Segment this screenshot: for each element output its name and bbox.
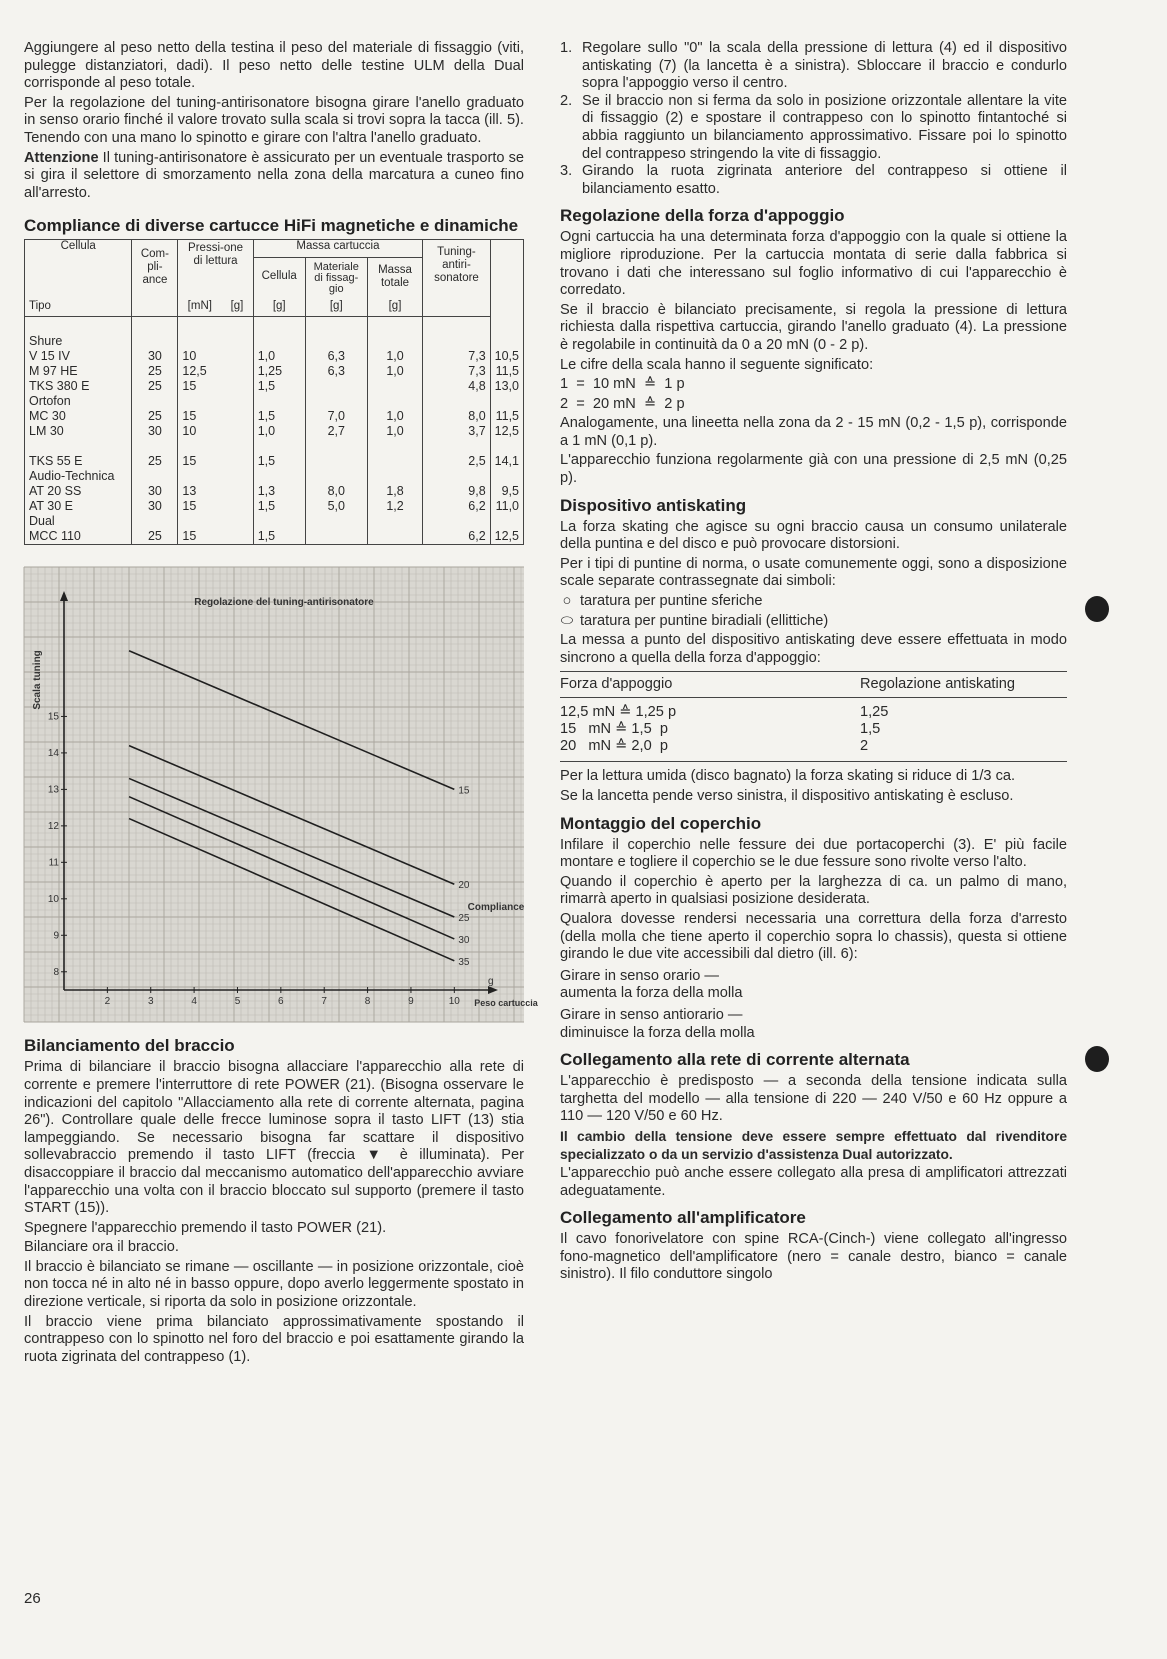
col-compliance: [132, 240, 178, 317]
table-cell: [178, 317, 253, 350]
table-cell: [490, 394, 523, 409]
force-paragraph-3: Le cifre della scala hanno il seguente significato:: [560, 356, 874, 373]
table-cell: [423, 439, 490, 454]
table-cell: 9,8: [423, 484, 490, 499]
table-cell: Ortofon: [25, 394, 132, 409]
cover-paragraph-3: Qualora dovesse rendersi necessaria una correttura della forza d'arresto (della molla che tiene aperto il coperchio sopra lo chassis), questa si ottiene girando le due vite accessibili dal dietro (ill. 6):: [560, 910, 1067, 963]
y-tick-label: 9: [53, 930, 59, 942]
table-cell: Audio-Technica: [25, 469, 132, 484]
skate-paragraph-3: La messa a punto del dispositivo antiskating deve essere effettuata in modo sincrono a quella della forza d'appoggio:: [560, 632, 1067, 666]
table-cell: [367, 394, 422, 409]
header-massa-cellula: Cellula: [261, 269, 297, 282]
table-cell: [132, 394, 178, 409]
table-cell: 10: [178, 349, 253, 364]
step-number: 1.: [560, 40, 573, 56]
force-equation-2: 2 = 20 mN ≙ 2 p: [560, 395, 685, 412]
table-cell: V 15 IV: [25, 349, 132, 364]
legend-title: Compliance: [467, 902, 525, 914]
col-massa-cellula: [253, 257, 305, 317]
table-cell: [305, 514, 367, 529]
table-cell: [490, 439, 523, 454]
table-cell: [132, 317, 178, 350]
table-cell: [367, 379, 422, 394]
table-cell: [253, 514, 305, 529]
x-axis-unit: g: [488, 976, 494, 988]
table-row: [25, 469, 524, 484]
x-tick-label: 4: [191, 996, 197, 1008]
table-cell: TKS 55 E: [25, 454, 132, 469]
balance-paragraph-1: Prima di bilanciare il braccio bisogna allacciare l'apparecchio alla rete di corrente e premere l'interruttore di rete POWER (21). (Bisogna osservare le indicazioni del capitolo "Allacciamento alla rete di corrente alternata, pagina 26"). Controllare quale delle frecce luminose sopra il tasto LIFT (13) stia lampeggiando. Se necessario bisogna far scattare il dispositivo sollevabraccio premendo il tasto LIFT (freccia ▼ è illuminata). Per disaccoppiare il braccio dal meccanismo automatico dell'apparecchio avviare l'apparecchio una volta con il braccio bloccato sul supporto (premere il tasto START (15)).: [24, 1059, 524, 1217]
header-massa-totale: Massa totale: [378, 263, 412, 289]
table-cell: 30: [132, 424, 178, 439]
table-cell: MC 30: [25, 409, 132, 424]
table-cell: 1,5: [253, 379, 305, 394]
force-heading: Regolazione della forza d'appoggio: [560, 206, 845, 226]
table-cell: [305, 439, 367, 454]
table-row: [25, 499, 524, 514]
force-paragraph-5: L'apparecchio funziona regolarmente già con una pressione di 2,5 mN (0,25 p).: [560, 452, 1067, 487]
table-cell: 1,0: [367, 409, 422, 424]
y-tick-label: 14: [47, 748, 59, 760]
cover-clockwise-effect: aumenta la forza della molla: [560, 985, 743, 1002]
force-paragraph-2: Se il braccio è bilanciato precisamente, si regola la pressione di lettura richiesta dalla rispettiva cartuccia, girando l'anello graduato (4). La pressione è regolabile in continuità da 0 a 20 mN (0 - 2 p).: [560, 301, 1067, 353]
table-cell: 15: [178, 499, 253, 514]
header-cellula: Cellula: [60, 240, 96, 253]
x-axis-label: Peso cartuccia: [474, 998, 538, 1009]
table-cell: [490, 469, 523, 484]
x-tick-label: 3: [147, 996, 154, 1008]
x-tick-label: 9: [408, 996, 414, 1008]
amp-paragraph-1: Il cavo fonorivelatore con spine RCA-(Cinch-) viene collegato all'ingresso fono-magnetico dell'amplificatore (nero = canale destro, bianco = canale sinistro). Il filo conduttore singolo: [560, 1231, 1067, 1283]
page-number: 26: [24, 1590, 41, 1607]
right-column: [560, 40, 1067, 1286]
table-cell: 8,0: [423, 409, 490, 424]
table-cell: [25, 439, 132, 454]
table-cell: 8,0: [305, 484, 367, 499]
table-cell: 10,5: [490, 349, 523, 364]
power-heading: Collegamento alla rete di corrente alternata: [560, 1050, 910, 1070]
table-cell: 30: [132, 349, 178, 364]
table-row: [25, 379, 524, 394]
y-tick-label: 12: [47, 821, 59, 833]
col-massa-totale: [367, 257, 422, 317]
amp-heading: Collegamento all'amplificatore: [560, 1208, 806, 1228]
table-cell: [253, 317, 305, 350]
cover-counterclockwise: [560, 1007, 1067, 1042]
table-cell: [423, 394, 490, 409]
table-row: [25, 454, 524, 469]
tuning-chart-svg: [24, 567, 538, 1022]
table-cell: [132, 469, 178, 484]
table-cell: 2,5: [423, 454, 490, 469]
cover-clockwise: [560, 968, 1067, 1003]
table-cell: 1,25: [253, 364, 305, 379]
y-tick-label: 13: [47, 784, 59, 796]
table-cell: 11,5: [490, 409, 523, 424]
step-number: 2.: [560, 92, 573, 109]
table-row: [25, 317, 524, 350]
table-cell: 2,7: [305, 424, 367, 439]
table-cell: LM 30: [25, 424, 132, 439]
table-cell: [490, 317, 523, 350]
table-cell: 7,0: [305, 409, 367, 424]
table-row: [25, 349, 524, 364]
step-number: 3.: [560, 163, 573, 180]
table-cell: [305, 394, 367, 409]
y-tick-label: 15: [47, 711, 59, 723]
skate-option-elliptical: [560, 613, 1067, 631]
antiskating-table-body: [560, 698, 1067, 762]
skate-option-1-label: taratura per puntine sferiche: [580, 593, 763, 610]
table-cell: [367, 529, 422, 545]
y-axis-label: Scala tuning: [32, 650, 43, 711]
series-label-35: 35: [458, 957, 470, 969]
chart-background: [24, 567, 524, 1022]
table-cell: 1,5: [253, 499, 305, 514]
compliance-heading: Compliance di diverse cartucce HiFi magnetiche e dinamiche: [24, 216, 519, 236]
table-cell: [253, 469, 305, 484]
col-cellula: [25, 240, 132, 317]
series-label-15: 15: [458, 785, 470, 797]
header-tuning: Tuning-antiri-sonatore: [434, 246, 479, 285]
chart-title: Regolazione del tuning-antirisonatore: [194, 597, 374, 609]
table-cell: 10: [178, 424, 253, 439]
table-cell: 1,5: [860, 721, 881, 738]
force-paragraph-4: Analogamente, una lineetta nella zona da 2 - 15 mN (0,2 - 1,5 p), corrisponde a 1 mN (0,1 p).: [560, 415, 1067, 449]
table-cell: 1,5: [253, 454, 305, 469]
attention-label: Attenzione: [24, 149, 99, 166]
col-massa-materiale: [305, 257, 367, 317]
table-cell: 7,3: [423, 364, 490, 379]
step-text: Se il braccio non si ferma da solo in posizione orizzontale allentare la vite di fissaggio (2) e spostare il contrappeso con lo spinotto fintantoché si abbia raggiunto un bilanciamento approssimativo. Fissare poi lo spinotto del contrappeso stringendo la vite di fissaggio.: [582, 92, 1067, 162]
force-equation-1: 1 = 10 mN ≙ 1 p: [560, 376, 685, 393]
table-cell: AT 30 E: [25, 499, 132, 514]
table-cell: [305, 529, 367, 545]
table-cell: [367, 454, 422, 469]
cover-paragraph-2: Quando il coperchio è aperto per la larghezza di ca. un palmo di mano, rimarrà aperto in qualsiasi posizione desiderata.: [560, 873, 1067, 908]
skate-paragraph-2: Per i tipi di puntine di norma, o usate comunemente oggi, sono a disposizione scale separate contrassegnate dai simboli:: [560, 555, 1067, 590]
table-cell: 6,3: [305, 349, 367, 364]
table-cell: 13: [178, 484, 253, 499]
col-pressione: [178, 240, 253, 317]
unit-g-totale: [g]: [388, 300, 402, 313]
table-cell: 12,5: [178, 364, 253, 379]
header-pressione: Pressi-one di lettura: [188, 242, 244, 268]
table-cell: 15: [178, 454, 253, 469]
table-cell: [423, 514, 490, 529]
skate-paragraph-1: La forza skating che agisce su ogni braccio causa un consumo unilaterale della puntina e del disco e può provocare distorsioni.: [560, 518, 1067, 553]
skate-paragraph-5: Se la lancetta pende verso sinistra, il dispositivo antiskating è escluso.: [560, 788, 1014, 804]
table-cell: 2: [860, 738, 1067, 762]
table-row: [25, 484, 524, 499]
table-cell: 4,8: [423, 379, 490, 394]
table-cell: 1,25: [860, 704, 889, 721]
unit-g: [g]: [230, 300, 244, 313]
table-cell: 15: [178, 379, 253, 394]
table-cell: 1,3: [253, 484, 305, 499]
table-cell: 1,2: [367, 499, 422, 514]
table-cell: 11,0: [490, 499, 523, 514]
table-cell: 9,5: [490, 484, 523, 499]
table-row: [25, 529, 524, 545]
compliance-table: [24, 239, 524, 545]
table-cell: 1,0: [367, 364, 422, 379]
table-cell: 14,1: [490, 454, 523, 469]
y-tick-label: 10: [47, 894, 59, 906]
table-cell: [178, 439, 253, 454]
table-row: [560, 721, 1067, 738]
antiskating-table: [560, 671, 1067, 762]
header-tipo: Tipo: [29, 300, 51, 313]
table-cell: Dual: [25, 514, 132, 529]
table-cell: [367, 469, 422, 484]
table-cell: 3,7: [423, 424, 490, 439]
balance-paragraph-4: Il braccio è bilanciato se rimane — oscillante — in posizione orizzontale, cioè non tocca né in alto né in basso oppure, dopo averlo leggermente spostato in direzione verticale, si riporta da solo in posizione orizzontale.: [24, 1258, 524, 1311]
skate-paragraph-4: Per la lettura umida (disco bagnato) la forza skating si riduce di 1/3 ca.: [560, 768, 1016, 785]
x-tick-label: 10: [448, 996, 460, 1008]
table-cell: Shure: [25, 317, 132, 350]
tuning-chart: [24, 567, 538, 1022]
elliptical-stylus-icon: ⬭: [560, 612, 574, 629]
antiskating-header-force: Forza d'appoggio: [560, 672, 860, 698]
y-tick-label: 11: [48, 857, 59, 869]
table-cell: 15: [178, 409, 253, 424]
table-cell: 11,5: [490, 364, 523, 379]
table-cell: 5,0: [305, 499, 367, 514]
table-cell: MCC 110: [25, 529, 132, 545]
table-cell: 30: [132, 499, 178, 514]
table-cell: 1,5: [253, 529, 305, 545]
table-row: [560, 698, 1067, 722]
table-cell: [178, 514, 253, 529]
table-cell: 1,8: [367, 484, 422, 499]
skate-heading: Dispositivo antiskating: [560, 495, 747, 515]
list-item: [560, 40, 1067, 93]
series-label-20: 20: [458, 880, 470, 892]
balance-steps: [560, 40, 1067, 198]
table-row: [25, 514, 524, 529]
table-row: [25, 409, 524, 424]
binder-hole-mark: [1085, 596, 1109, 622]
table-cell: 1,0: [367, 424, 422, 439]
table-cell: 7,3: [423, 349, 490, 364]
skate-option-spherical: [560, 593, 1067, 611]
cover-counterclockwise-effect: diminuisce la forza della molla: [560, 1024, 755, 1041]
list-item: [560, 163, 1067, 198]
table-cell: 1,0: [367, 349, 422, 364]
antiskating-header-setting: Regolazione antiskating: [860, 672, 1067, 698]
table-row: [25, 394, 524, 409]
step-text: Regolare sullo "0" la scala della pressione di lettura (4) ed il dispositivo antiskating (7) (la lancetta è a sinistra). Sbloccare il braccio e condurlo sopra l'appoggio verso il centro.: [582, 40, 1067, 92]
binder-hole-mark: [1085, 1046, 1109, 1072]
col-tuning: [423, 240, 490, 317]
compliance-table-body: [25, 317, 524, 545]
table-cell: [253, 394, 305, 409]
skate-option-2-label: taratura per puntine biradiali (ellittiche): [580, 612, 829, 629]
list-item: [560, 93, 1067, 163]
table-cell: 1,0: [253, 424, 305, 439]
x-tick-label: 8: [364, 996, 371, 1008]
pressione-units: [178, 300, 252, 313]
x-tick-label: 2: [104, 996, 111, 1008]
table-cell: [305, 469, 367, 484]
table-cell: [253, 439, 305, 454]
table-cell: M 97 HE: [25, 364, 132, 379]
unit-g-materiale: [g]: [329, 300, 343, 313]
x-tick-label: 7: [321, 996, 327, 1008]
table-cell: 25: [132, 364, 178, 379]
table-cell: 25: [132, 529, 178, 545]
table-cell: [423, 317, 490, 350]
table-cell: 12,5: [490, 529, 523, 545]
cover-clockwise-label: Girare in senso orario —: [560, 967, 719, 984]
step-text: Girando la ruota zigrinata anteriore del contrappeso si ottiene il bilanciamento esatto.: [582, 163, 1067, 197]
table-cell: 15: [178, 529, 253, 545]
table-cell: 12,5: [490, 424, 523, 439]
balance-paragraph-3: Bilanciare ora il braccio.: [24, 1239, 179, 1256]
power-paragraph-3: L'apparecchio può anche essere collegato alla presa di amplificatori attrezzati adeguatamente.: [560, 1165, 1067, 1199]
power-paragraph-1: L'apparecchio è predisposto — a seconda della tensione indicata sulla targhetta del modello — alla tensione di 220 — 240 V/50 e 60 Hz oppure a 110 — 120 V/50 e 60 Hz.: [560, 1073, 1067, 1125]
table-row: [25, 439, 524, 454]
table-cell: [423, 469, 490, 484]
balance-heading: Bilanciamento del braccio: [24, 1036, 235, 1056]
x-tick-label: 5: [234, 996, 241, 1008]
table-cell: [367, 439, 422, 454]
cover-heading: Montaggio del coperchio: [560, 813, 762, 833]
attention-text: Il tuning-antirisonatore è assicurato per un eventuale trasporto se si gira il selettore di smorzamento nella zona della marcatura a cuneo fino all'arresto.: [24, 149, 524, 201]
table-cell: 15 mN ≙ 1,5 p: [560, 721, 668, 738]
table-cell: 13,0: [490, 379, 523, 394]
header-compliance: Com-pli-ance: [140, 248, 169, 287]
table-cell: [132, 439, 178, 454]
unit-g-cellula: [g]: [272, 300, 286, 313]
table-cell: 20 mN ≙ 2,0 p: [560, 738, 860, 762]
y-tick-label: 8: [53, 967, 59, 979]
table-row: [25, 364, 524, 379]
table-cell: [178, 394, 253, 409]
intro-paragraph-1: Aggiungere al peso netto della testina il peso del materiale di fissaggio (viti, pulegge distanziatori, dadi). Il peso netto delle testine ULM della Dual corrisponde al peso totale.: [24, 40, 524, 92]
force-paragraph-1: Ogni cartuccia ha una determinata forza d'appoggio con la quale si ottiene la migliore riproduzione. Per la cartuccia montata di serie dalla fabbrica si trovano i dati che interessano sul foglio informativo di cui l'apparecchio è corredato.: [560, 229, 1067, 299]
cover-counterclockwise-label: Girare in senso antiorario —: [560, 1006, 743, 1023]
table-cell: 1,0: [253, 349, 305, 364]
table-cell: 30: [132, 484, 178, 499]
table-cell: 6,2: [423, 499, 490, 514]
table-cell: 25: [132, 409, 178, 424]
table-cell: [305, 317, 367, 350]
series-label-25: 25: [458, 913, 470, 925]
power-paragraph-2: Il cambio della tensione deve essere sempre effettuato dal rivenditore specializzato o da un servizio d'assistenza Dual autorizzato.: [560, 1128, 1067, 1162]
unit-mn: [mN]: [187, 300, 212, 313]
balance-paragraph-5: Il braccio viene prima bilanciato approssimativamente spostando il contrappeso con lo spinotto nel foro del braccio e poi esattamente girando la ruota zigrinata del contrappeso (1).: [24, 1313, 524, 1365]
table-cell: 25: [132, 379, 178, 394]
table-cell: [132, 514, 178, 529]
col-massa: Massa cartuccia: [253, 240, 423, 257]
table-cell: 25: [132, 454, 178, 469]
table-row: [560, 738, 1067, 762]
table-cell: [305, 379, 367, 394]
x-tick-label: 6: [278, 996, 284, 1008]
balance-paragraph-2: Spegnere l'apparecchio premendo il tasto POWER (21).: [24, 1219, 387, 1236]
intro-paragraph-2: Per la regolazione del tuning-antirisonatore bisogna girare l'anello graduato in senso orario finché il valore trovato sulla scala si trovi sopra la tacca (ill. 5). Tenendo con una mano lo spinotto e girare con l'altra l'anello graduato.: [24, 94, 524, 146]
table-cell: 12,5 mN ≙ 1,25 p: [560, 704, 677, 721]
table-cell: AT 20 SS: [25, 484, 132, 499]
table-cell: [367, 514, 422, 529]
table-cell: [305, 454, 367, 469]
header-massa-materiale: Materiale di fissag-gio: [313, 260, 359, 295]
table-cell: 6,3: [305, 364, 367, 379]
table-cell: [490, 514, 523, 529]
table-row: [25, 424, 524, 439]
spherical-stylus-icon: ○: [562, 593, 572, 610]
table-cell: 6,2: [423, 529, 490, 545]
table-cell: [367, 317, 422, 350]
table-cell: 1,5: [253, 409, 305, 424]
cover-paragraph-1: Infilare il coperchio nelle fessure dei due portacoperchi (3). E' più facile montare e togliere il coperchio se le due fessure sono rivolte verso l'alto.: [560, 836, 1067, 871]
series-label-30: 30: [458, 935, 470, 947]
table-cell: TKS 380 E: [25, 379, 132, 394]
left-column: [24, 40, 538, 1368]
attention-note: [24, 150, 524, 203]
table-cell: [178, 469, 253, 484]
